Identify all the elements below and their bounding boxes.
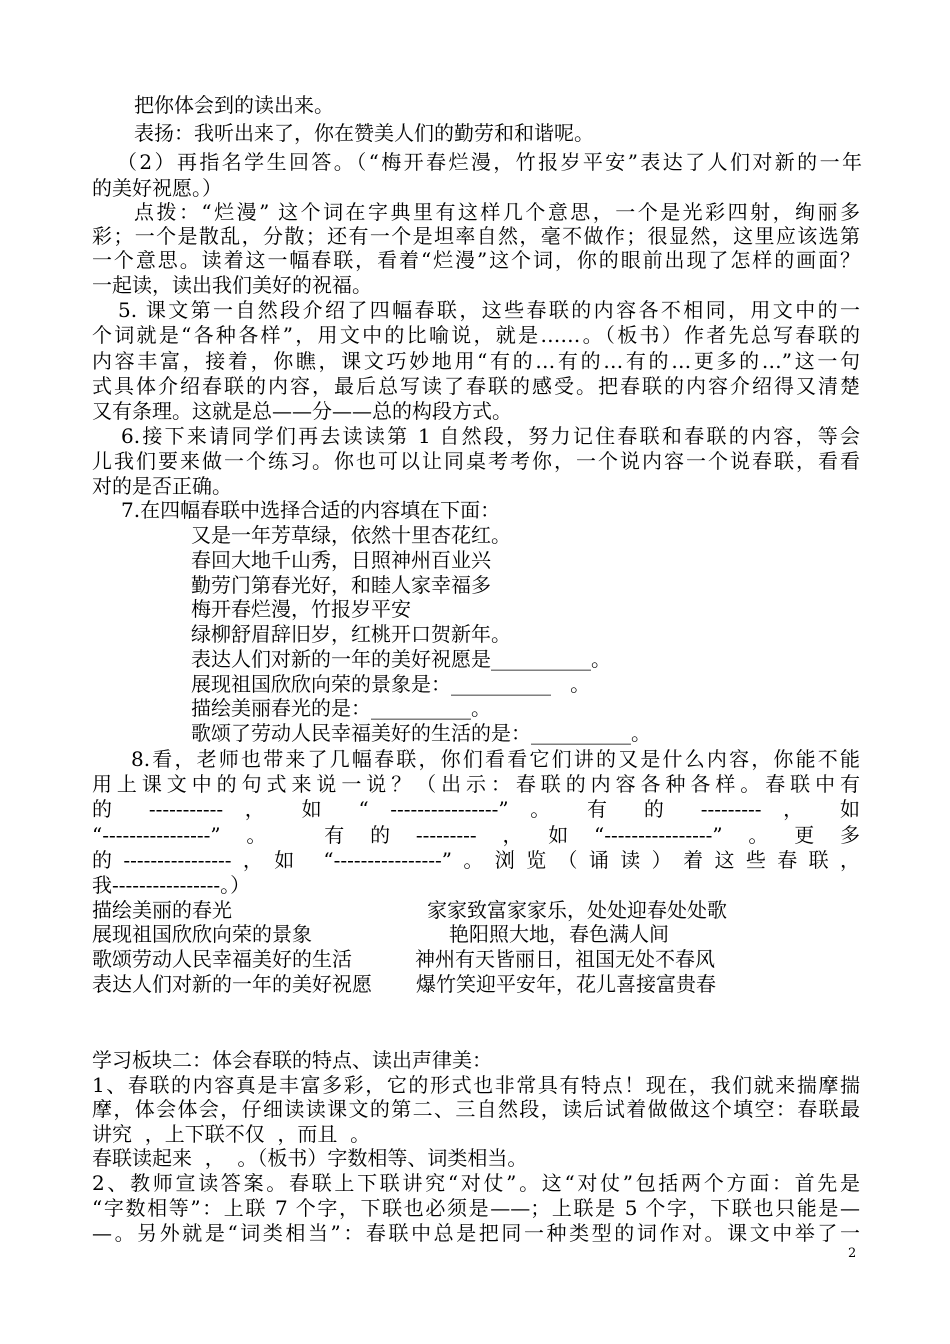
text-line: 2、教师宣读答案。春联上下联讲究“对仗”。这“对仗”包括两个方面：首先是 <box>92 1171 860 1195</box>
text-line: 表扬：我听出来了，你在赞美人们的勤劳和和谐呢。 <box>134 121 594 145</box>
text-line: —。另外就是“词类相当”：春联中总是把同一种类型的词作对。课文中举了一 <box>92 1221 860 1245</box>
text-line: 用上课文中的句式来说一说？（出示：春联的内容各种各样。春联中有 <box>92 772 860 796</box>
text-line: 内容丰富，接着，你瞧，课文巧妙地用“有的…有的…有的…更多的…”这一句 <box>92 349 860 373</box>
text-line: 6.接下来请同学们再去读读第 1 自然段，努力记住春联和春联的内容，等会 <box>121 424 860 448</box>
fill-in-line: 歌颂了劳动人民幸福美好的生活的是：__________。 <box>191 721 651 745</box>
text-line: 个词就是“各种各样”，用文中的比喻说，就是……。（板书）作者先总写春联的 <box>92 323 860 347</box>
text-line: 式具体介绍春联的内容，最后总写读了春联的感受。把春联的内容介绍得又清楚 <box>92 374 860 398</box>
text-line: 一个意思。读着这一幅春联，看着“烂漫”这个词，你的眼前出现了怎样的画面？ <box>92 248 860 272</box>
section-heading: 学习板块二：体会春联的特点、读出声律美： <box>92 1048 492 1072</box>
text-line: 的 ----------- ， 如 “ ----------------” 。 有 的 --------- ， 如 <box>92 797 860 821</box>
fill-in-line: 展现祖国欣欣向荣的景象是：__________ 。 <box>191 672 591 696</box>
text-line: 的----------------，如 “----------------”。浏览（诵读）着这些春联， <box>92 848 860 872</box>
text-line: 摩，体会体会，仔细读读课文的第二、三自然段，读后试着做做这个填空：春联最 <box>92 1097 860 1121</box>
fill-in-line: 描绘美丽春光的是：__________。 <box>191 696 491 720</box>
couplet-example: 神州有天皆丽日，祖国无处不春风 <box>415 947 715 971</box>
category-label: 歌颂劳动人民幸福美好的生活 <box>92 947 352 971</box>
text-line: 7.在四幅春联中选择合适的内容填在下面： <box>121 498 501 522</box>
text-line: 讲究 ，上下联不仅 ，而且 。 <box>92 1122 371 1146</box>
text-line: 我----------------。） <box>92 873 251 897</box>
couplet-line: 绿柳舒眉辞旧岁，红桃开口贺新年。 <box>191 622 511 646</box>
text-line: “----------------”。 有的---------，如“----------------”。更多 <box>92 823 860 847</box>
couplet-line: 勤劳门第春光好，和睦人家幸福多 <box>191 573 491 597</box>
text-line: 对的是否正确。 <box>92 474 232 498</box>
text-line: 点拨：“烂漫” 这个词在字典里有这样几个意思，一个是光彩四射，绚丽多 <box>134 200 860 224</box>
couplet-example: 爆竹笑迎平安年，花儿喜接富贵春 <box>416 972 716 996</box>
category-label: 描绘美丽的春光 <box>92 898 232 922</box>
category-label: 表达人们对新的一年的美好祝愿 <box>92 972 372 996</box>
fill-in-line: 表达人们对新的一年的美好祝愿是__________。 <box>191 647 611 671</box>
text-line: 一起读，读出我们美好的祝福。 <box>92 273 372 297</box>
couplet-example: 家家致富家家乐，处处迎春处处歌 <box>427 898 727 922</box>
couplet-line: 春回大地千山秀，日照神州百业兴 <box>191 548 491 572</box>
couplet-line: 又是一年芳草绿，依然十里杏花红。 <box>191 523 511 547</box>
text-line: 5. 课文第一自然段介绍了四幅春联，这些春联的内容各不相同，用文中的一 <box>118 298 860 322</box>
text-line: 把你体会到的读出来。 <box>134 93 334 117</box>
text-line: “字数相等”：上联 7 个字，下联也必须是——；上联是 5 个字，下联也只能是— <box>92 1196 860 1220</box>
couplet-line: 梅开春烂漫，竹报岁平安 <box>191 597 411 621</box>
text-line: 春联读起来 ， 。（板书）字数相等、词类相当。 <box>92 1146 528 1170</box>
text-line: 8.看，老师也带来了几幅春联，你们看看它们讲的又是什么内容，你能不能 <box>131 747 860 771</box>
text-line: 又有条理。这就是总——分——总的构段方式。 <box>92 399 512 423</box>
text-line: 的美好祝愿。） <box>92 176 222 200</box>
text-line: （2）再指名学生回答。（“梅开春烂漫，竹报岁平安”表达了人们对新的一年 <box>117 150 862 174</box>
couplet-example: 艳阳照大地，春色满人间 <box>449 922 669 946</box>
text-line: 1、春联的内容真是丰富多彩，它的形式也非常具有特点！现在，我们就来揣摩揣 <box>92 1073 860 1097</box>
text-line: 彩；一个是散乱，分散；还有一个是坦率自然，毫不做作；很显然，这里应该选第 <box>92 224 860 248</box>
page-number: 2 <box>848 1246 857 1261</box>
text-line: 儿我们要来做一个练习。你也可以让同桌考考你，一个说内容一个说春联，看看 <box>92 449 860 473</box>
category-label: 展现祖国欣欣向荣的景象 <box>92 922 312 946</box>
